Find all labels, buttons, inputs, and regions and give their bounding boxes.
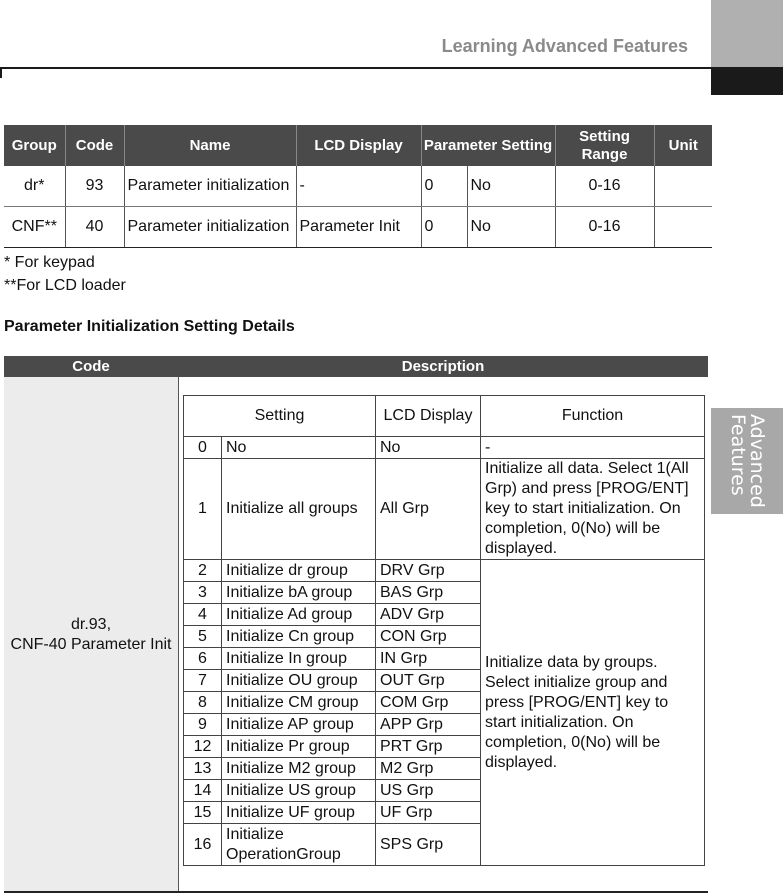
col-header-name: Name xyxy=(124,125,296,166)
table-row xyxy=(4,166,712,207)
cell-lcd-display: Parameter Init xyxy=(296,207,421,248)
cell-setting: Initialize M2 group xyxy=(222,758,376,780)
cell-setting: Initialize CM group xyxy=(222,692,376,714)
section-title: Parameter Initialization Setting Details xyxy=(4,318,295,335)
cell-number: 6 xyxy=(184,648,222,670)
cell-lcd: M2 Grp xyxy=(376,758,481,780)
cell-number: 7 xyxy=(184,670,222,692)
cell-number: 15 xyxy=(184,802,222,824)
cell-lcd: PRT Grp xyxy=(376,736,481,758)
corner-tab-dark xyxy=(711,67,783,95)
cell-function: Initialize all data. Select 1(All Grp) and press [PROG/ENT] key to start initialization. On completion, 0(No) will be displayed. xyxy=(481,459,705,560)
table-row xyxy=(184,560,705,582)
cell-setting: No xyxy=(222,437,376,459)
cell-number: 13 xyxy=(184,758,222,780)
details-code-cell xyxy=(4,377,179,892)
cell-lcd: US Grp xyxy=(376,780,481,802)
cell-lcd: BAS Grp xyxy=(376,582,481,604)
cell-lcd: OUT Grp xyxy=(376,670,481,692)
col-header-parameter-setting: Parameter Setting xyxy=(421,125,555,166)
cell-setting-value: 0 xyxy=(421,207,467,248)
col-header-lcd-display: LCD Display xyxy=(296,125,421,166)
cell-unit xyxy=(654,207,712,248)
cell-setting: Initialize OperationGroup xyxy=(222,824,376,866)
cell-name: Parameter initialization xyxy=(124,207,296,248)
cell-number: 14 xyxy=(184,780,222,802)
cell-setting: Initialize Cn group xyxy=(222,626,376,648)
cell-function: - xyxy=(481,437,705,459)
cell-group: dr* xyxy=(4,166,65,207)
cell-unit xyxy=(654,166,712,207)
table-row xyxy=(184,459,705,560)
col-header-code: Code xyxy=(65,125,124,166)
cell-number: 5 xyxy=(184,626,222,648)
cell-setting: Initialize Pr group xyxy=(222,736,376,758)
cell-group-function: Initialize data by groups. Select initialize group and press [PROG/ENT] key to start initialization. On completion, 0(No) will be displayed. xyxy=(481,560,705,866)
cell-lcd: IN Grp xyxy=(376,648,481,670)
cell-lcd: UF Grp xyxy=(376,802,481,824)
details-bottom-rule xyxy=(4,891,708,893)
chapter-side-tab[interactable] xyxy=(711,408,783,514)
footnote-lcd-loader: **For LCD loader xyxy=(4,277,126,294)
cell-number: 12 xyxy=(184,736,222,758)
cell-setting: Initialize OU group xyxy=(222,670,376,692)
cell-setting-value: 0 xyxy=(421,166,467,207)
cell-group: CNF** xyxy=(4,207,65,248)
footnote-keypad: * For keypad xyxy=(4,254,95,271)
details-header-code: Code xyxy=(72,358,110,375)
parameter-table-header xyxy=(4,125,712,166)
cell-lcd: ADV Grp xyxy=(376,604,481,626)
inner-table-header xyxy=(184,396,705,437)
details-table-header xyxy=(4,356,708,377)
cell-setting-range: 0-16 xyxy=(555,207,654,248)
cell-lcd: No xyxy=(376,437,481,459)
cell-number: 1 xyxy=(184,459,222,560)
cell-setting: Initialize bA group xyxy=(222,582,376,604)
cell-number: 3 xyxy=(184,582,222,604)
cell-lcd: APP Grp xyxy=(376,714,481,736)
cell-number: 16 xyxy=(184,824,222,866)
cell-setting-label: No xyxy=(467,207,555,248)
side-tab-label: Advanced Features xyxy=(727,414,768,508)
corner-tab xyxy=(711,0,783,67)
cell-lcd-display: - xyxy=(296,166,421,207)
header-rule xyxy=(0,67,712,69)
details-code-text: dr.93, CNF-40 Parameter Init xyxy=(10,615,172,653)
col-header-setting-range: Setting Range xyxy=(555,125,654,166)
cell-setting: Initialize dr group xyxy=(222,560,376,582)
cell-setting: Initialize UF group xyxy=(222,802,376,824)
cell-lcd: SPS Grp xyxy=(376,824,481,866)
cell-code: 40 xyxy=(65,207,124,248)
cell-setting: Initialize Ad group xyxy=(222,604,376,626)
cell-setting-range: 0-16 xyxy=(555,166,654,207)
cell-name: Parameter initialization xyxy=(124,166,296,207)
cell-setting: Initialize US group xyxy=(222,780,376,802)
cell-lcd: DRV Grp xyxy=(376,560,481,582)
cell-code: 93 xyxy=(65,166,124,207)
inner-header-function: Function xyxy=(481,396,705,437)
cell-lcd: COM Grp xyxy=(376,692,481,714)
parameter-table xyxy=(4,125,712,248)
cell-setting: Initialize In group xyxy=(222,648,376,670)
setting-details-table xyxy=(183,395,705,866)
details-header-description: Description xyxy=(401,358,485,375)
page-header-title: Learning Advanced Features xyxy=(441,36,688,56)
col-header-unit: Unit xyxy=(654,125,712,166)
header-rule-tick xyxy=(0,67,2,78)
cell-lcd: CON Grp xyxy=(376,626,481,648)
table-row xyxy=(4,207,712,248)
cell-number: 2 xyxy=(184,560,222,582)
cell-number: 0 xyxy=(184,437,222,459)
cell-setting: Initialize AP group xyxy=(222,714,376,736)
inner-header-setting: Setting xyxy=(184,396,376,437)
cell-number: 8 xyxy=(184,692,222,714)
cell-setting-label: No xyxy=(467,166,555,207)
cell-number: 9 xyxy=(184,714,222,736)
cell-lcd: All Grp xyxy=(376,459,481,560)
table-row xyxy=(184,437,705,459)
cell-number: 4 xyxy=(184,604,222,626)
cell-setting: Initialize all groups xyxy=(222,459,376,560)
col-header-group: Group xyxy=(4,125,65,166)
inner-header-lcd: LCD Display xyxy=(376,396,481,437)
